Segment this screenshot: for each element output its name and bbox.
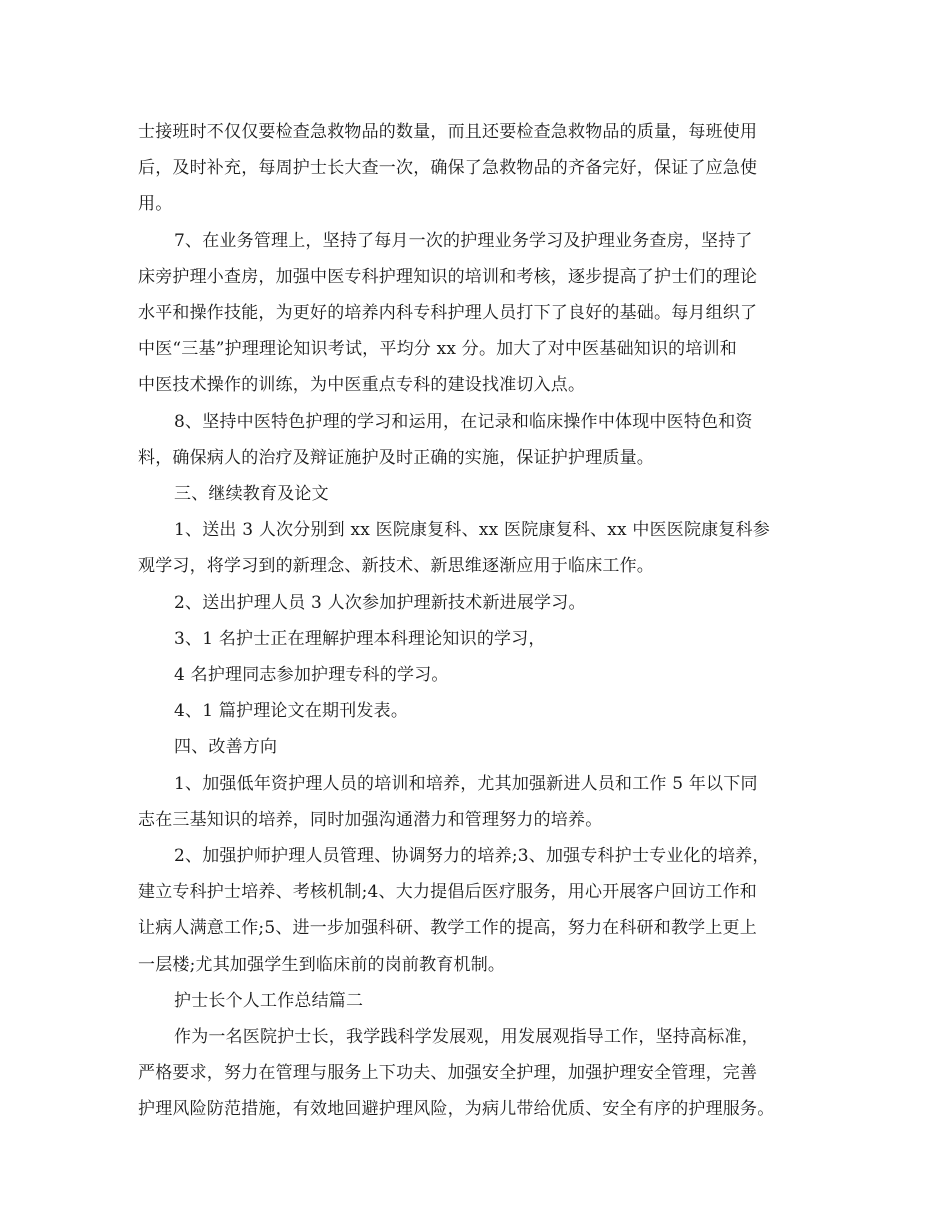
text-line: 护理风险防范措施，有效地回避护理风险，为病儿带给优质、安全有序的护理服务。 bbox=[138, 1099, 775, 1120]
text-line: 1、加强低年资护理人员的培训和培养，尤其加强新进人员和工作 5 年以下同 bbox=[174, 773, 758, 794]
text-line: 作为一名医院护士长，我学践科学发展观，用发展观指导工作，坚持高标准， bbox=[174, 1027, 759, 1048]
text-line: 士接班时不仅仅要检查急救物品的数量，而且还要检查急救物品的质量，每班使用 bbox=[138, 122, 758, 142]
text-line: 用。 bbox=[138, 194, 173, 215]
text-line: 2、加强护师护理人员管理、协调努力的培养;3、加强专科护士专业化的培养， bbox=[174, 846, 770, 867]
text-line: 4、1 篇护理论文在期刊发表。 bbox=[174, 701, 409, 722]
text-line: 后，及时补充，每周护士长大查一次，确保了急救物品的齐备完好，保证了应急使 bbox=[138, 158, 758, 179]
text-line: 三、继续教育及论文 bbox=[174, 484, 329, 505]
text-line: 4 名护理同志参加护理专科的学习。 bbox=[174, 665, 449, 686]
text-line: 四、改善方向 bbox=[174, 737, 278, 758]
text-line: 让病人满意工作;5、进一步加强科研、教学工作的提高，努力在科研和教学上更上 bbox=[138, 918, 757, 939]
text-line: 2、送出护理人员 3 人次参加护理新技术新进展学习。 bbox=[174, 592, 586, 613]
text-line: 水平和操作技能，为更好的培养内科专科护理人员打下了良好的基础。每月组织了 bbox=[138, 303, 758, 324]
text-line: 1、送出 3 人次分别到 xx 医院康复科、xx 医院康复科、xx 中医医院康复科参 bbox=[174, 520, 770, 541]
text-line: 中医技术操作的训练，为中医重点专科的建设找准切入点。 bbox=[138, 375, 586, 396]
document-body bbox=[138, 114, 838, 1128]
text-line: 护士长个人工作总结篇二 bbox=[174, 990, 364, 1011]
text-line: 中医“三基”护理理论知识考试，平均分 xx 分。加大了对中医基础知识的培训和 bbox=[138, 339, 737, 360]
text-line: 7、在业务管理上，坚持了每月一次的护理业务学习及护理业务查房，坚持了 bbox=[174, 230, 753, 251]
text-line: 志在三基知识的培养，同时加强沟通潜力和管理努力的培养。 bbox=[138, 809, 603, 830]
text-line: 料，确保病人的治疗及辩证施护及时正确的实施，保证护护理质量。 bbox=[138, 447, 654, 468]
text-line: 建立专科护士培养、考核机制;4、大力提倡后医疗服务，用心开展客户回访工作和 bbox=[138, 882, 757, 903]
text-line: 严格要求，努力在管理与服务上下功夫、加强安全护理，加强护理安全管理，完善 bbox=[138, 1063, 758, 1084]
text-line: 床旁护理小查房，加强中医专科护理知识的培训和考核，逐步提高了护士们的理论 bbox=[138, 266, 758, 287]
text-line: 一层楼;尤其加强学生到临床前的岗前教育机制。 bbox=[138, 954, 506, 975]
text-line: 8、坚持中医特色护理的学习和运用，在记录和临床操作中体现中医特色和资 bbox=[174, 411, 753, 432]
text-line: 3、1 名护士正在理解护理本科理论知识的学习， bbox=[174, 628, 546, 649]
text-line: 观学习，将学习到的新理念、新技术、新思维逐渐应用于临床工作。 bbox=[138, 556, 654, 577]
